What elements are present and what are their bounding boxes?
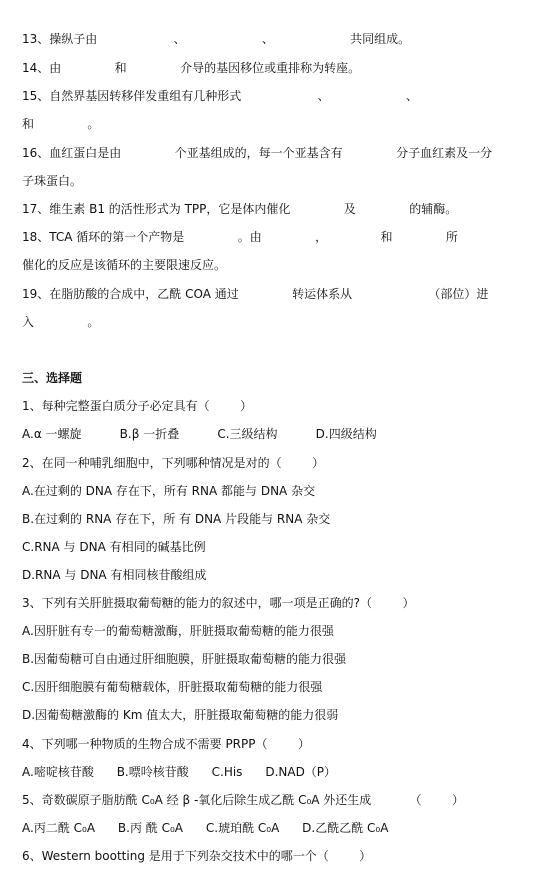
choice-q1-options: A.α 一螺旋 B.β 一折叠 C.三级结构 D.四级结构 [22, 427, 377, 441]
question-16-line-1: 16、血红蛋白是由 个亚基组成的，每一个亚基含有 分子血红素及一分 [22, 146, 493, 160]
choice-q4: 4、下列哪一种物质的生物合成不需要 PRPP（ ） [22, 737, 311, 751]
choice-q3-option-c: C.因肝细胞膜有葡萄糖载体，肝脏摄取葡萄糖的能力很强 [22, 680, 323, 694]
choice-q6: 6、Western bootting 是用于下列杂交技术中的哪一个（ ） [22, 849, 372, 863]
choice-q2-option-d: D.RNA 与 DNA 有相同核苷酸组成 [22, 568, 207, 582]
section-heading-choice: 三、选择题 [22, 371, 83, 385]
choice-q4-options: A.嘧啶核苷酸 B.嘌呤核苷酸 C.His D.NAD（P） [22, 765, 337, 779]
choice-q1: 1、每种完整蛋白质分子必定具有（ ） [22, 399, 253, 413]
question-13: 13、操纵子由 、 、 共同组成。 [22, 32, 411, 46]
choice-q3-option-b: B.因葡萄糖可自由通过肝细胞膜，肝脏摄取葡萄糖的能力很强 [22, 652, 347, 666]
question-15-line-1: 15、自然界基因转移伴发重组有几种形式 、 、 [22, 89, 495, 103]
choice-q3-option-a: A.因肝脏有专一的葡萄糖激酶，肝脏摄取葡萄糖的能力很强 [22, 624, 334, 638]
question-17: 17、维生素 B1 的活性形式为 TPP，它是体内催化 及 的辅酶。 [22, 202, 458, 216]
choice-q5-options: A.丙二酰 C₀A B.丙 酰 C₀A C.琥珀酰 C₀A D.乙酰乙酰 C₀A [22, 821, 389, 835]
question-16-line-2: 子珠蛋白。 [22, 174, 83, 188]
choice-q3-option-d: D.因葡萄糖激酶的 Km 值太大，肝脏摄取葡萄糖的能力很弱 [22, 708, 339, 722]
choice-q5: 5、奇数碳原子脂肪酰 C₀A 经 β -氧化后除生成乙酰 C₀A 外还生成 （ ） [22, 793, 464, 807]
choice-q2: 2、在同一种哺乳细胞中，下列哪种情况是对的（ ） [22, 456, 325, 470]
choice-q2-option-c: C.RNA 与 DNA 有相同的碱基比例 [22, 540, 206, 554]
question-19-line-1: 19、在脂肪酸的合成中，乙酰 COA 通过 转运体系从 （部位）进 [22, 287, 489, 301]
question-18-line-2: 催化的反应是该循环的主要限速反应。 [22, 258, 227, 272]
choice-q3: 3、下列有关肝脏摄取葡萄糖的能力的叙述中，哪一项是正确的?（ ） [22, 596, 415, 610]
choice-q2-option-a: A.在过剩的 DNA 存在下，所有 RNA 都能与 DNA 杂交 [22, 484, 316, 498]
question-14: 14、由 和 介导的基因移位或重排称为转座。 [22, 61, 361, 75]
choice-q2-option-b: B.在过剩的 RNA 存在下，所 有 DNA 片段能与 RNA 杂交 [22, 512, 331, 526]
question-18-line-1: 18、TCA 循环的第一个产物是 。由 ， 和 所 [22, 230, 458, 244]
question-15-line-2: 和 。 [22, 117, 100, 131]
question-19-line-2: 入 。 [22, 315, 100, 329]
